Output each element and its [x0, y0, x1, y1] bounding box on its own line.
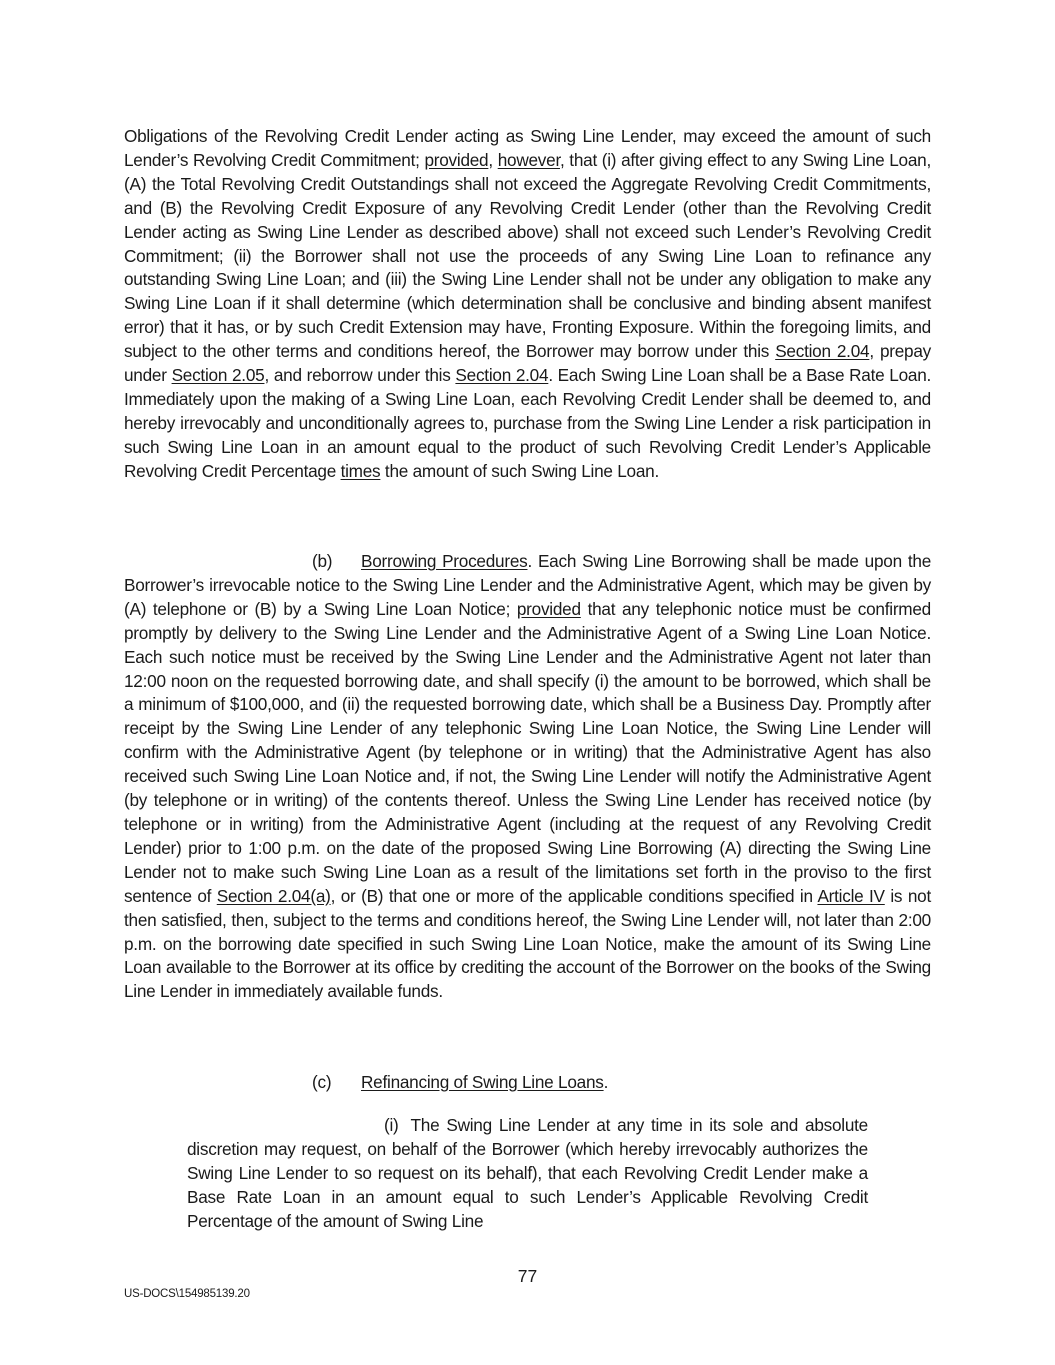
section-reference: Section 2.04 — [455, 365, 549, 386]
text-run: is not then satisfied, then, subject to the terms and conditions hereof, the Swing Line Lender will, not later than 2:00 p.m. on the borrowing date specified in such Swing Line Loan Notice, make the amount of its Swing Line Loan available to the Borrower at its office by crediting the account of the Borrower on the books of the Swing Line Lender in immediately available funds. — [124, 885, 931, 1002]
clause-heading-refinancing: Refinancing of Swing Line Loans — [361, 1072, 604, 1092]
text-run: that any telephonic notice must be confirmed promptly by delivery to the Swing Line Lender and the Administrative Agent of a Swing Line Loan Notice. Each such notice must be received by the Swing Line Lender and the Administrative Agent not later than 12:00 noon on the requested borrowing date, and shall specify (i) the amount to be borrowed, which shall be a minimum of $100,000, and (ii) the requested borrowing date, which shall be a Business Day. Promptly after receipt by the Swing Line Lender of any telephonic Swing Line Loan Notice, the Swing Line Lender will confirm with the Administrative Agent (by telephone or in writing) that the Administrative Agent has also received such Swing Line Loan Notice and, if not, the Swing Line Lender will notify the Administrative Agent (by telephone or in writing) of the contents thereof. Unless the Swing Line Lender has received notice (by telephone or in writing) from the Administrative Agent (including at the request of any Revolving Credit Lender) prior to 1:00 p.m. on the date of the proposed Swing Line Borrowing (A) directing the Swing Line Lender not to make such Swing Line Loan as a result of the limitations set forth in the proviso to the first sentence of — [124, 598, 931, 906]
text-run: , — [488, 149, 498, 170]
paragraph-c-heading — [312, 1071, 608, 1095]
text-run: the amount of such Swing Line Loan. — [380, 460, 659, 481]
underlined-term-however: however — [497, 149, 560, 170]
paragraph-c-i — [187, 1114, 868, 1234]
section-reference: Section 2.04 — [775, 341, 870, 362]
underlined-term-provided: provided — [516, 598, 581, 619]
section-reference: Section 2.05 — [171, 365, 265, 386]
text-run: , and reborrow under this — [264, 365, 456, 386]
text-run: Obligations of the Revolving Credit Lender acting as Swing Line Lender, may exceed the amount of such Lender’s Revolving Credit Commitment; — [124, 126, 931, 170]
section-reference: Section 2.04(a) — [216, 885, 331, 906]
document-id: US-DOCS\154985139.20 — [124, 1288, 250, 1300]
text-run: , that (i) after giving effect to any Swing Line Loan, (A) the Total Revolving Credit Outstandings shall not exceed the Aggregate Revolving Credit Commitments, and (B) the Revolving Credit Exposure of any Revolving Credit Lender (other than the Revolving Credit Lender acting as Swing Line Lender as described above) shall not exceed such Lender’s Revolving Credit Commitment; (ii) the Borrower shall not use the proceeds of any Swing Line Loan to refinance any outstanding Swing Line Loan; and (iii) the Swing Line Lender shall not be under any obligation to make any Swing Line Loan if it shall determine (which determination shall be conclusive and binding absent manifest error) that it has, or by such Credit Extension may have, Fronting Exposure. Within the foregoing limits, and subject to the other terms and conditions hereof, the Borrower may borrow under this — [124, 149, 931, 362]
text-run: . — [603, 1072, 609, 1092]
clause-heading-borrowing-procedures: Borrowing Procedures — [361, 551, 528, 571]
clause-label-b: (b) — [312, 551, 333, 571]
page-number: 77 — [517, 1266, 538, 1286]
article-reference: Article IV — [817, 885, 885, 906]
underlined-term-provided: provided — [424, 149, 489, 170]
paragraph-a-continuation — [124, 125, 931, 484]
text-run: . Each Swing Line Borrowing shall be made upon the Borrower’s irrevocable notice to the Swing Line Lender and the Administrative Agent, which may be given by (A) telephone or (B) by a Swing Line Loan Notice; — [124, 551, 932, 619]
text-run: . Each Swing Line Loan shall be a Base Rate Loan. Immediately upon the making of a Swing Line Loan, each Revolving Credit Lender shall be deemed to, and hereby irrevocably and unconditionally agrees to, purchase from the Swing Line Lender a risk participation in such Swing Line Loan in an amount equal to the product of such Revolving Credit Lender’s Applicable Revolving Credit Percentage — [124, 365, 932, 481]
clause-label-c: (c) — [312, 1072, 332, 1092]
clause-label-i: (i) — [384, 1115, 399, 1135]
text-run: , or (B) that one or more of the applicable conditions specified in — [330, 885, 818, 906]
underlined-term-times: times — [340, 460, 381, 481]
paragraph-b — [124, 550, 931, 1004]
text-run: , prepay under — [124, 341, 931, 386]
text-run: The Swing Line Lender at any time in its sole and absolute discretion may request, on behalf of the Borrower (which hereby irrevocably authorizes the Swing Line Lender to so request on its behalf), that each Revolving Credit Lender make a Base Rate Loan in an amount equal to such Lender’s Applicable Revolving Credit Percentage of the amount of Swing Line — [187, 1115, 868, 1231]
